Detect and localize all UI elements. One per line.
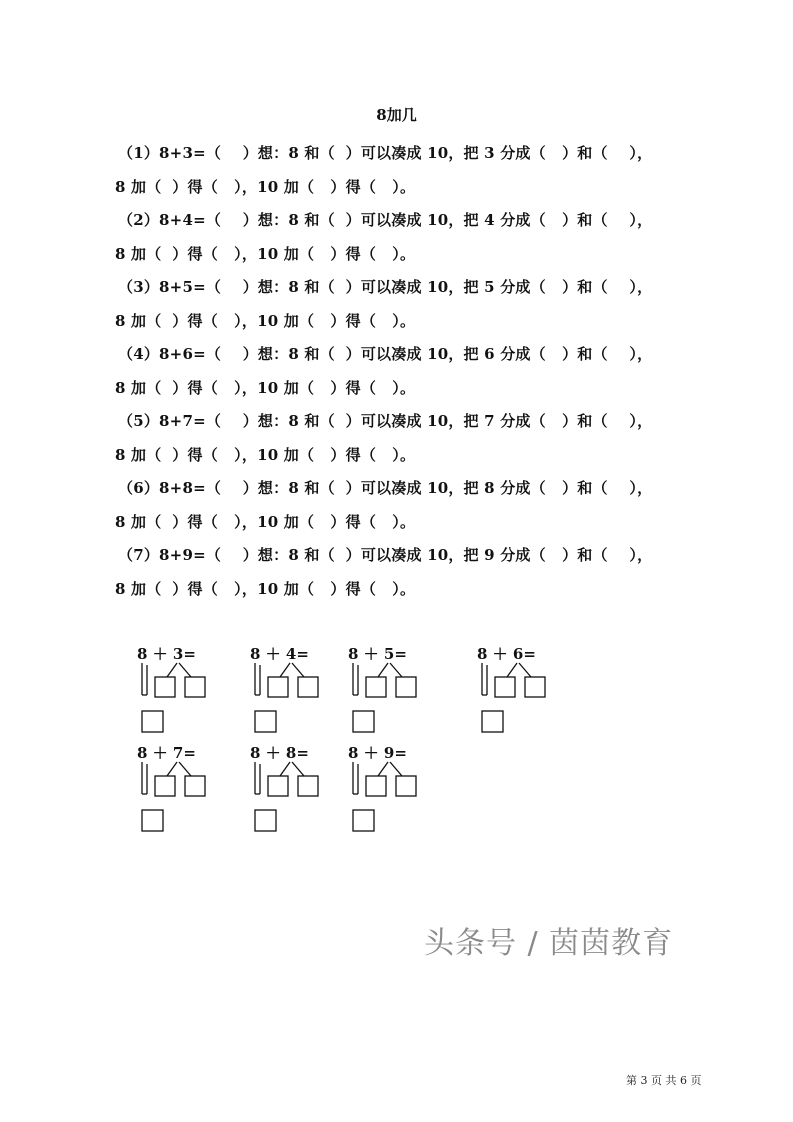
result-box[interactable] bbox=[353, 810, 374, 831]
exercise-line-steps: 8 加（ ）得（ ），10 加（ ）得（ ）。 bbox=[115, 379, 416, 397]
exercise-line-steps: 8 加（ ）得（ ），10 加（ ）得（ ）。 bbox=[115, 513, 416, 531]
branch-left-line bbox=[507, 663, 517, 677]
result-box[interactable] bbox=[142, 810, 163, 831]
exercise-line-steps: 8 加（ ）得（ ），10 加（ ）得（ ）。 bbox=[115, 312, 416, 330]
result-box[interactable] bbox=[482, 711, 503, 732]
exercise-line-question: （4）8+6=（ ）想：8 和（ ）可以凑成 10，把 6 分成（ ）和（ ）， bbox=[118, 345, 653, 363]
split-diagram-drawing bbox=[250, 742, 330, 837]
diagram-expression: 8 ＋ 8= bbox=[250, 744, 309, 762]
exercise-line-steps: 8 加（ ）得（ ），10 加（ ）得（ ）。 bbox=[115, 446, 416, 464]
split-box-left[interactable] bbox=[268, 776, 288, 796]
split-diagram-drawing bbox=[477, 643, 557, 738]
diagram-expression: 8 ＋ 5= bbox=[348, 645, 407, 663]
exercise-line-question: （1）8+3=（ ）想：8 和（ ）可以凑成 10，把 3 分成（ ）和（ ）， bbox=[118, 144, 653, 162]
branch-left-line bbox=[280, 762, 290, 776]
split-box-left[interactable] bbox=[268, 677, 288, 697]
make-ten-diagram bbox=[477, 643, 587, 743]
exercise-line-steps: 8 加（ ）得（ ），10 加（ ）得（ ）。 bbox=[115, 178, 416, 196]
diagram-expression: 8 ＋ 4= bbox=[250, 645, 309, 663]
split-box-right[interactable] bbox=[185, 776, 205, 796]
result-box[interactable] bbox=[255, 711, 276, 732]
exercise-line-steps: 8 加（ ）得（ ），10 加（ ）得（ ）。 bbox=[115, 245, 416, 263]
branch-right-line bbox=[390, 762, 402, 776]
diagram-expression: 8 ＋ 9= bbox=[348, 744, 407, 762]
split-box-right[interactable] bbox=[525, 677, 545, 697]
result-box[interactable] bbox=[142, 711, 163, 732]
make-ten-diagram bbox=[137, 643, 247, 743]
exercise-line-question: （7）8+9=（ ）想：8 和（ ）可以凑成 10，把 9 分成（ ）和（ ）， bbox=[118, 546, 653, 564]
split-diagram-drawing bbox=[137, 643, 217, 738]
result-box[interactable] bbox=[255, 810, 276, 831]
diagram-expression: 8 ＋ 3= bbox=[137, 645, 196, 663]
exercise-line-steps: 8 加（ ）得（ ），10 加（ ）得（ ）。 bbox=[115, 580, 416, 598]
branch-right-line bbox=[179, 663, 191, 677]
split-box-right[interactable] bbox=[396, 776, 416, 796]
branch-right-line bbox=[179, 762, 191, 776]
make-ten-diagram bbox=[348, 643, 458, 743]
split-box-right[interactable] bbox=[298, 677, 318, 697]
branch-right-line bbox=[292, 762, 304, 776]
make-ten-diagram bbox=[250, 643, 360, 743]
diagram-expression: 8 ＋ 6= bbox=[477, 645, 536, 663]
split-diagram-drawing bbox=[348, 643, 428, 738]
split-box-right[interactable] bbox=[298, 776, 318, 796]
branch-right-line bbox=[519, 663, 531, 677]
branch-left-line bbox=[378, 663, 388, 677]
exercise-line-question: （5）8+7=（ ）想：8 和（ ）可以凑成 10，把 7 分成（ ）和（ ）， bbox=[118, 412, 653, 430]
worksheet-title: 8加几 bbox=[376, 106, 417, 124]
exercise-line-question: （6）8+8=（ ）想：8 和（ ）可以凑成 10，把 8 分成（ ）和（ ）， bbox=[118, 479, 653, 497]
split-box-right[interactable] bbox=[396, 677, 416, 697]
split-box-left[interactable] bbox=[495, 677, 515, 697]
split-box-left[interactable] bbox=[366, 776, 386, 796]
page-footer: 第 3 页 共 6 页 bbox=[626, 1074, 702, 1087]
branch-left-line bbox=[280, 663, 290, 677]
branch-right-line bbox=[292, 663, 304, 677]
branch-left-line bbox=[378, 762, 388, 776]
branch-left-line bbox=[167, 663, 177, 677]
branch-right-line bbox=[390, 663, 402, 677]
split-diagram-drawing bbox=[348, 742, 428, 837]
split-box-left[interactable] bbox=[366, 677, 386, 697]
make-ten-diagram bbox=[348, 742, 458, 842]
branch-left-line bbox=[167, 762, 177, 776]
exercise-line-question: （2）8+4=（ ）想：8 和（ ）可以凑成 10，把 4 分成（ ）和（ ）， bbox=[118, 211, 653, 229]
exercise-line-question: （3）8+5=（ ）想：8 和（ ）可以凑成 10，把 5 分成（ ）和（ ）， bbox=[118, 278, 653, 296]
split-box-left[interactable] bbox=[155, 677, 175, 697]
split-diagram-drawing bbox=[250, 643, 330, 738]
make-ten-diagram bbox=[137, 742, 247, 842]
split-box-left[interactable] bbox=[155, 776, 175, 796]
result-box[interactable] bbox=[353, 711, 374, 732]
make-ten-diagram bbox=[250, 742, 360, 842]
split-diagram-drawing bbox=[137, 742, 217, 837]
watermark-text: 头条号 / 茵茵教育 bbox=[424, 926, 674, 961]
diagram-expression: 8 ＋ 7= bbox=[137, 744, 196, 762]
split-box-right[interactable] bbox=[185, 677, 205, 697]
